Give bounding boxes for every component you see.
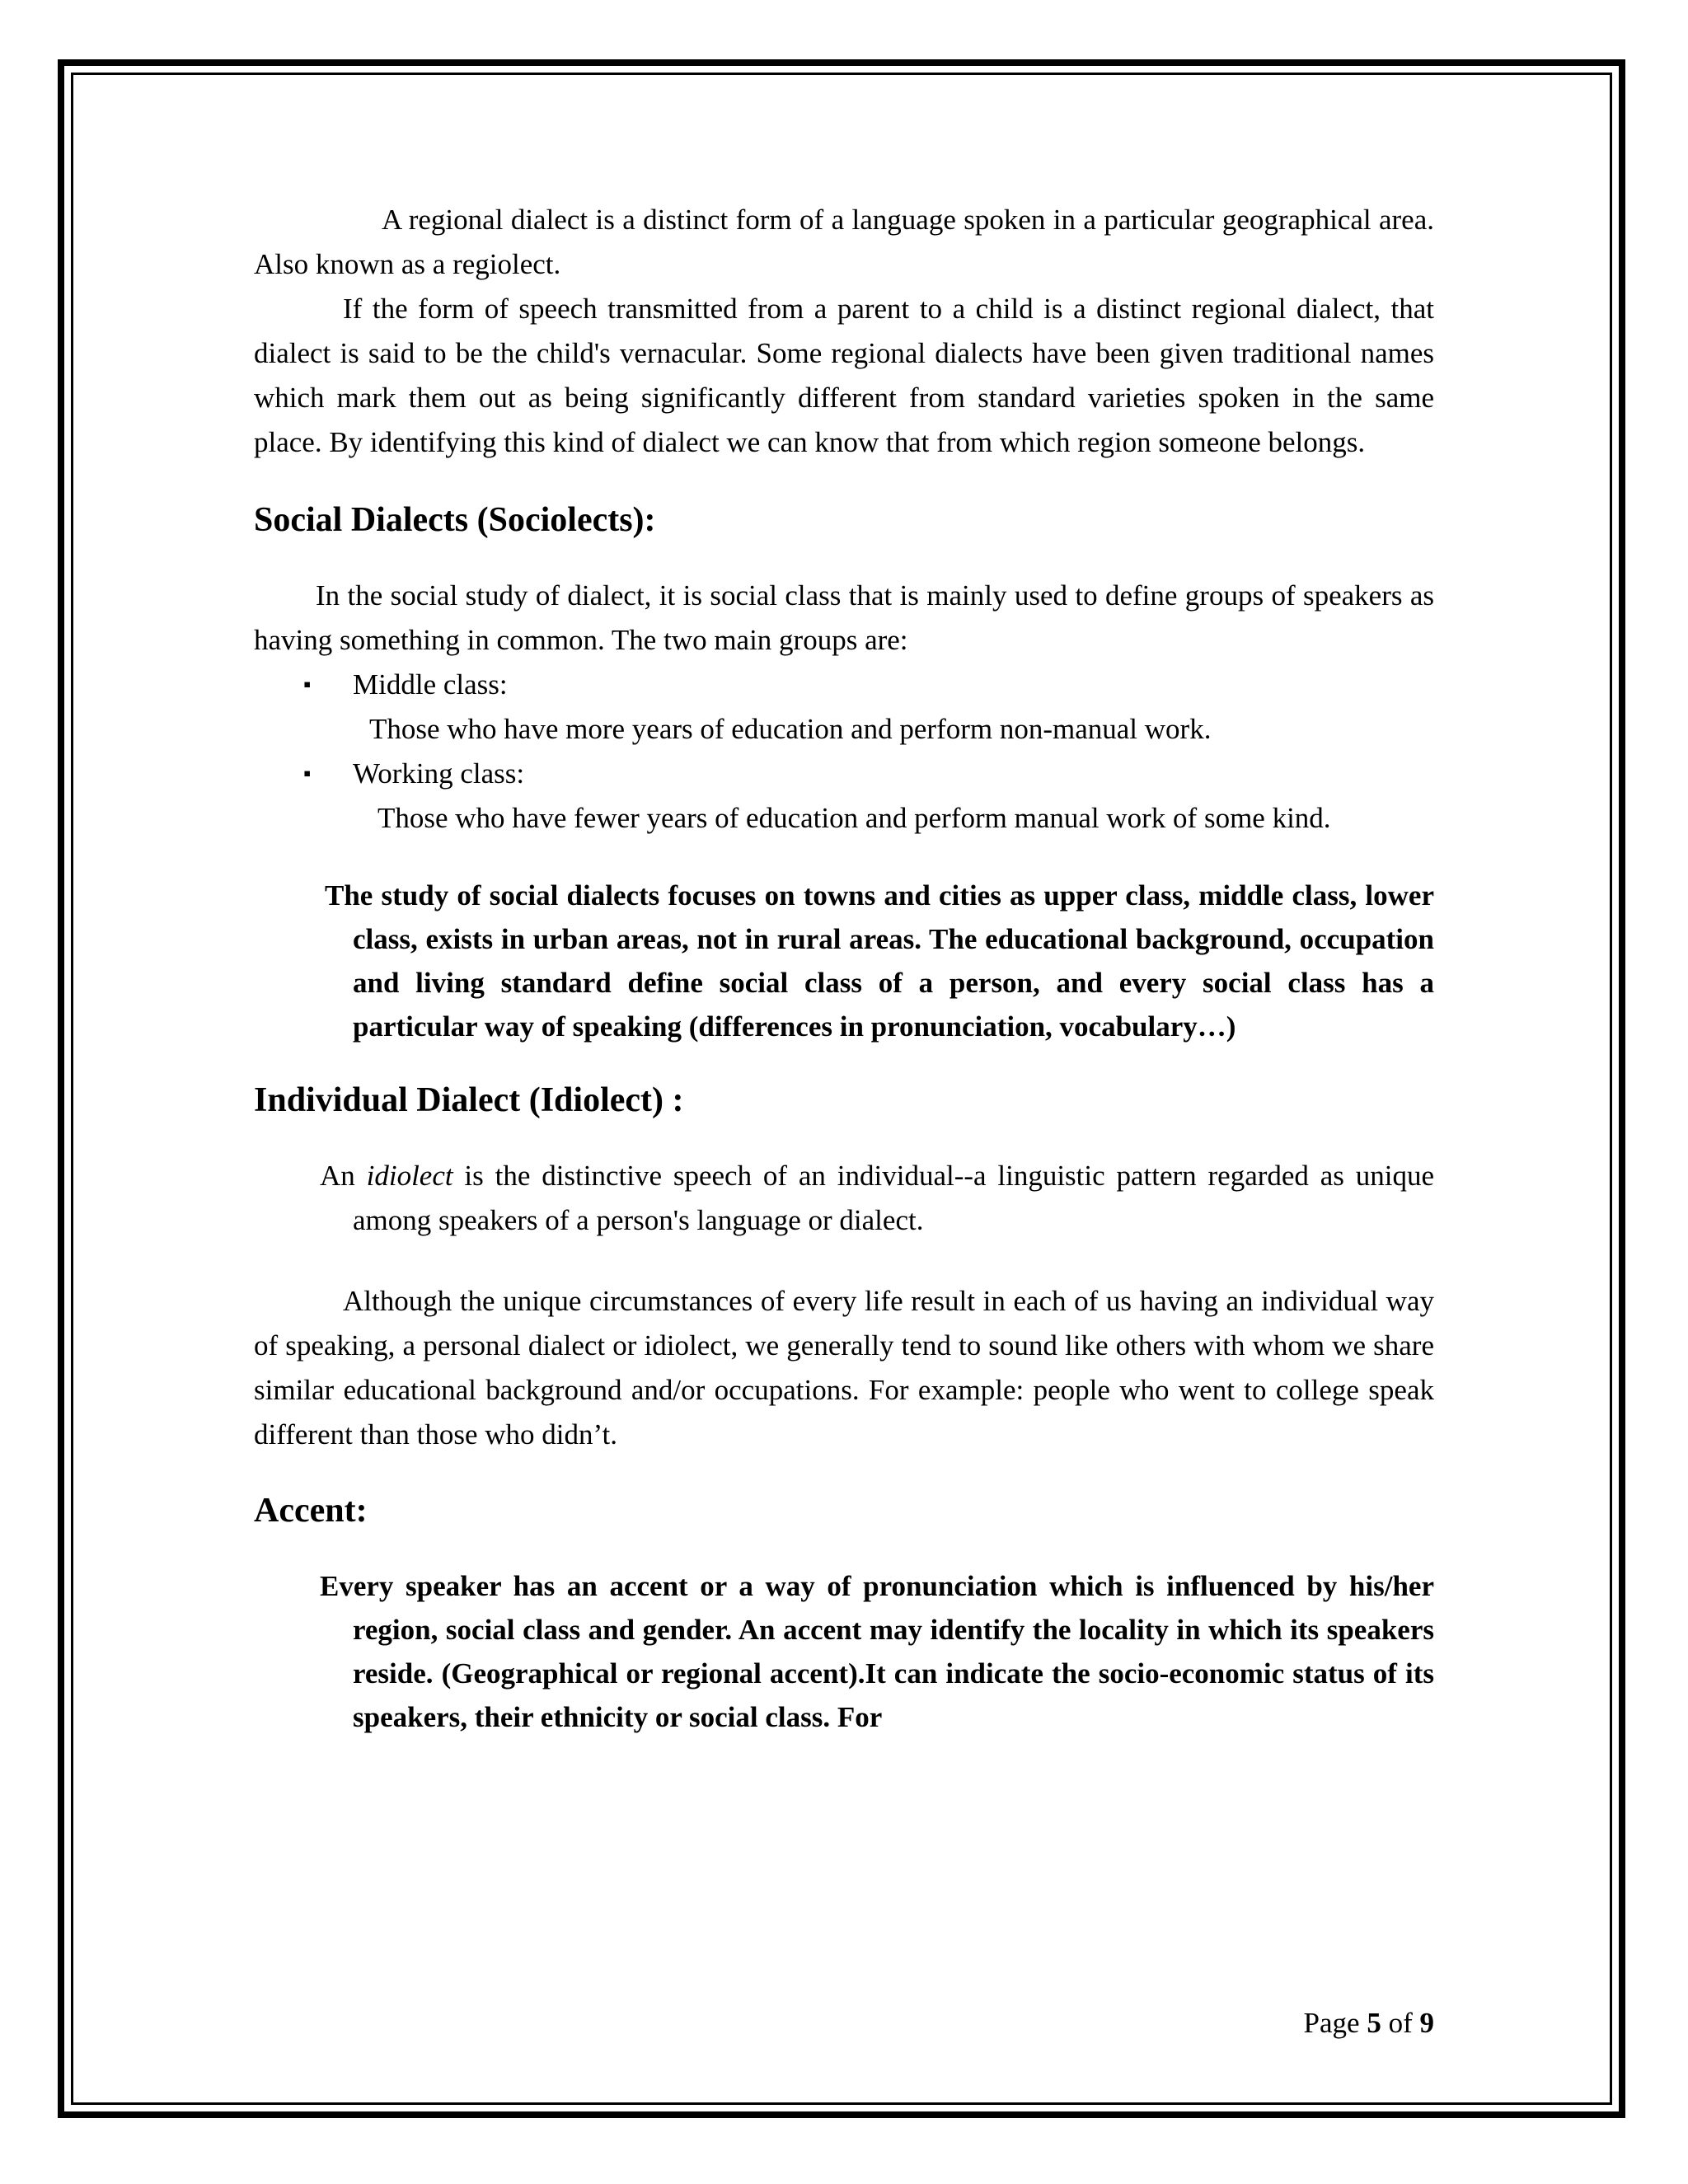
page-number-footer: [1304, 2001, 1434, 2046]
group-description: Those who have fewer years of education and perform manual work of some kind.: [377, 802, 1331, 834]
idiolect-explanation-paragraph: Although the unique circumstances of every life result in each of us having an individual way of speaking, a personal dialect or idiolect, we generally tend to sound like others with whom we share similar educational background and/or occupations. For example: people who went to college speak different than those who didn’t.: [254, 1285, 1434, 1451]
total-page-count: 9: [1419, 2007, 1434, 2039]
list-item-middle-class: [254, 663, 1434, 752]
accent-heading: Accent:: [254, 1492, 368, 1530]
idiolect-definition: [254, 1154, 1434, 1243]
group-label: Middle class:: [353, 668, 508, 701]
accent-bold-paragraph: Every speaker has an accent or a way of pronunciation which is influenced by his/her region, social class and gender. An accent may identify the locality in which its speakers reside. (Geographical or regional accent).It can indicate the socio-economic status of its speakers, their ethnicity or social class. For: [320, 1570, 1434, 1733]
social-dialects-bold-note: The study of social dialects focuses on towns and cities as upper class, middle class, lower class, exists in urban areas, not in rural areas. The educational background, occupation and living standard define social class of a person, and every social class has a particular way of speaking (differences in pronunciation, vocabulary…): [325, 879, 1434, 1043]
page-content: [254, 198, 1434, 1739]
square-bullet-icon: ▪: [303, 762, 312, 785]
definition-text: is the distinctive speech of an individual--a linguistic pattern regarded as unique among speakers of a person's language or dialect.: [353, 1160, 1435, 1236]
definition-prefix: An: [320, 1160, 367, 1192]
list-item-working-class: [254, 752, 1434, 841]
individual-dialect-heading: Individual Dialect (Idiolect) :: [254, 1081, 684, 1119]
social-intro-paragraph: In the social study of dialect, it is social class that is mainly used to define groups of speakers as having something in common. The two main groups are:: [254, 579, 1434, 656]
social-dialects-heading: Social Dialects (Sociolects):: [254, 501, 656, 539]
social-groups-list: [254, 663, 1434, 841]
of-label: of: [1381, 2007, 1420, 2039]
group-description: Those who have more years of education and perform non-manual work.: [369, 713, 1212, 745]
page-label: Page: [1303, 2007, 1367, 2039]
regional-dialect-paragraph: A regional dialect is a distinct form of a language spoken in a particular geographical area. Also known as a regiolect.: [254, 204, 1434, 280]
group-label: Working class:: [353, 757, 525, 790]
square-bullet-icon: ▪: [303, 673, 312, 696]
vernacular-paragraph: If the form of speech transmitted from a parent to a child is a distinct regional dialect, that dialect is said to be the child's vernacular. Some regional dialects have been given traditional names which mark them out as being significantly different from standard varieties spoken in the same place. By identifying this kind of dialect we can know that from which region someone belongs.: [254, 293, 1434, 458]
idiolect-term: idiolect: [366, 1160, 453, 1192]
current-page-number: 5: [1367, 2007, 1381, 2039]
